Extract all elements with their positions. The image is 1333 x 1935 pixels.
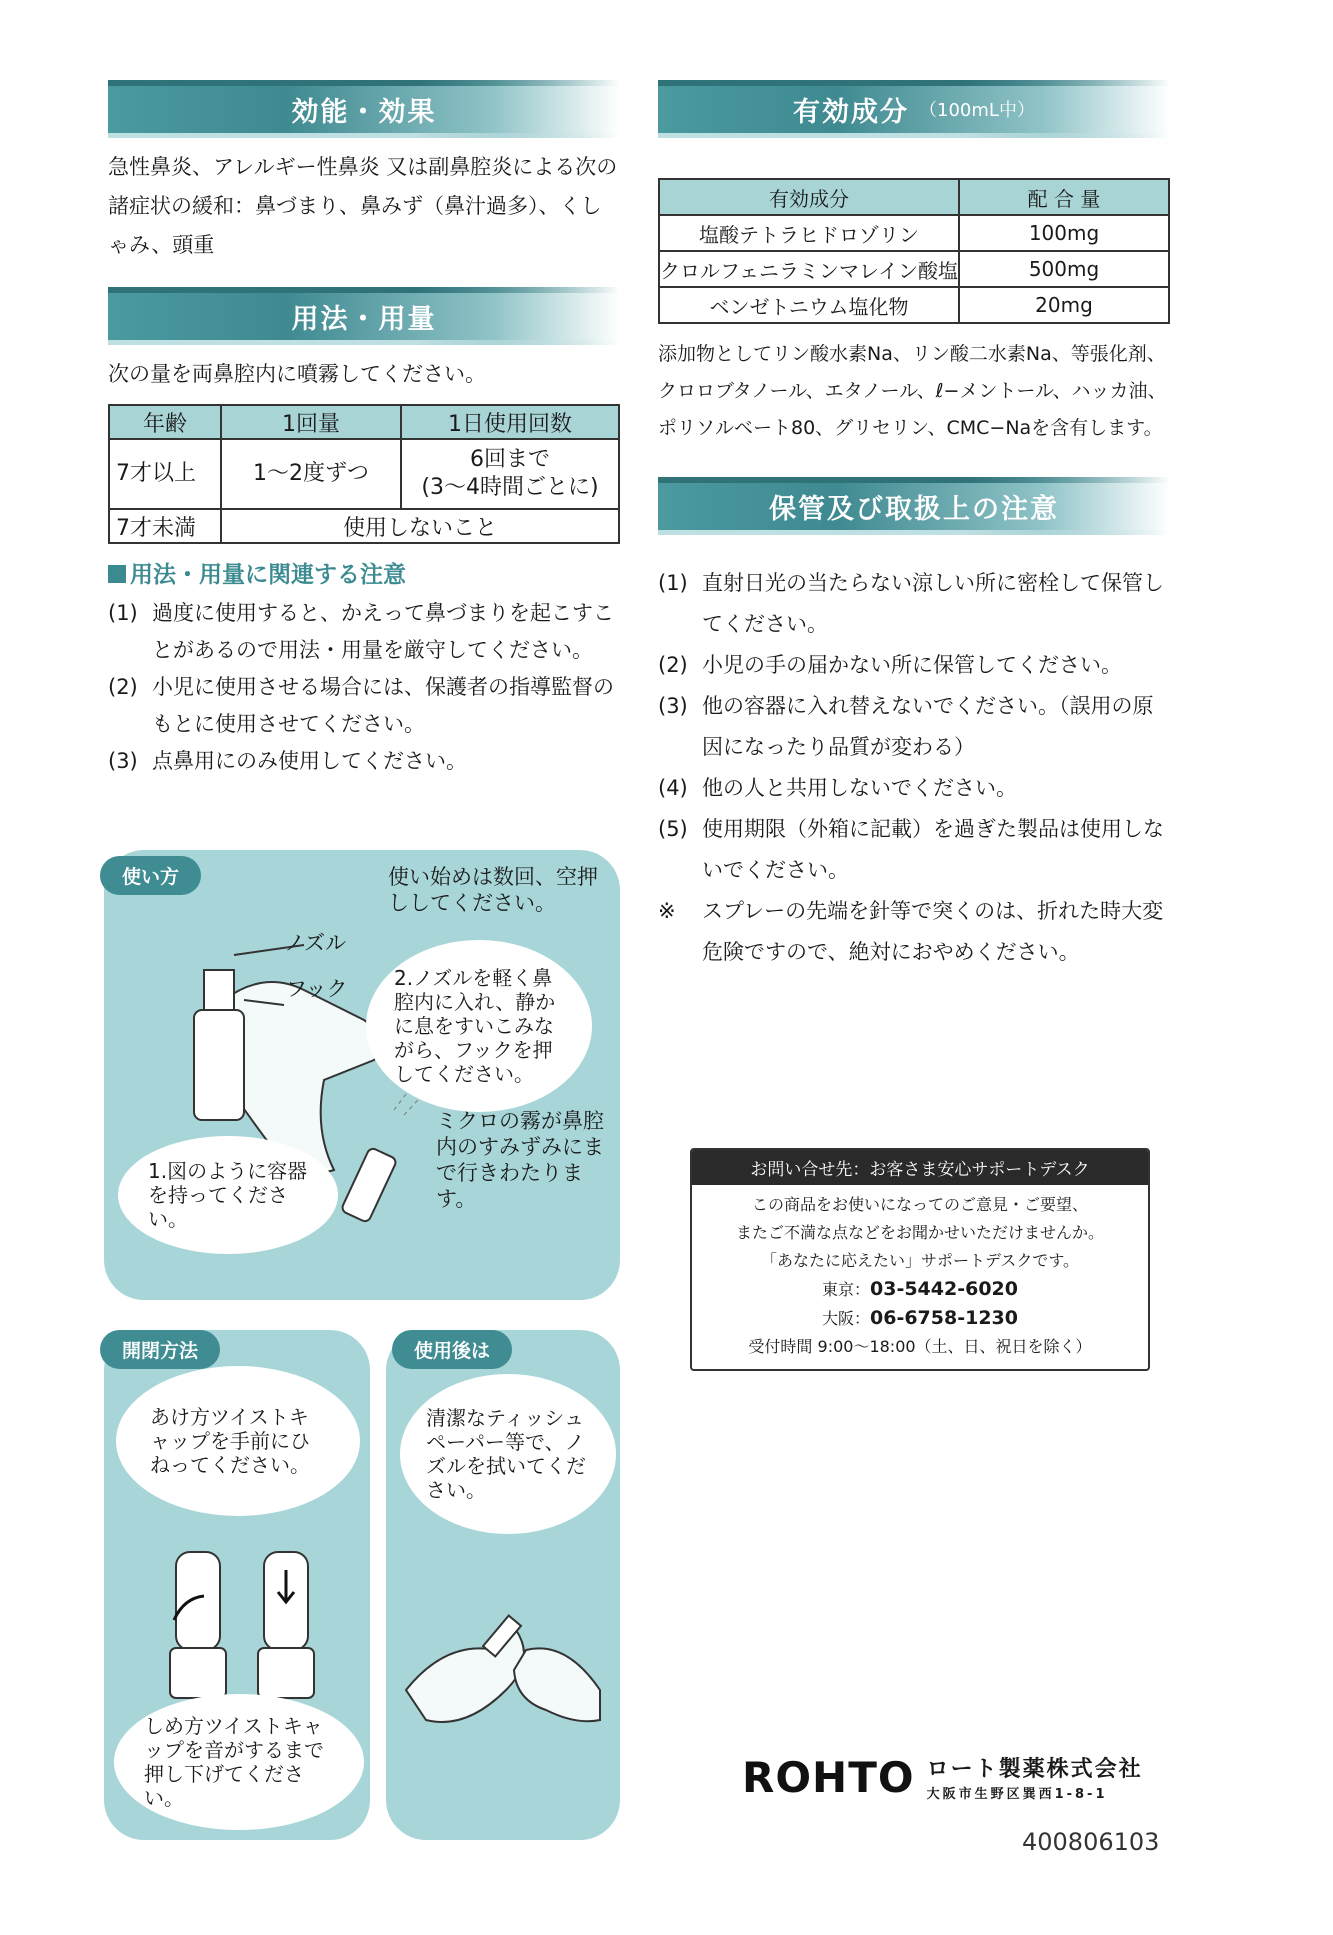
row1-freq-line2: (3〜4時間ごとに)	[421, 475, 599, 500]
header-frequency: 1日使用回数	[401, 405, 619, 439]
open-text: あけ方ツイストキャップを手前にひねってください。	[150, 1405, 310, 1477]
open-close-label: 開閉方法	[100, 1330, 220, 1369]
ingredient-name: ベンゼトニウム塩化物	[659, 287, 959, 323]
cap-open	[176, 1552, 220, 1650]
company-info	[927, 1752, 1143, 1802]
contact-line2: またご不満な点などをお聞かせいただけませんか。	[735, 1223, 1104, 1242]
efficacy-text: 急性鼻炎、アレルギー性鼻炎 又は副鼻腔炎による次の諸症状の緩和：鼻づまり、鼻みず（鼻汁過多）、くしゃみ、頭重	[108, 155, 618, 257]
company-logo	[742, 1752, 1143, 1802]
item-number: (4)	[658, 776, 688, 800]
contact-body	[692, 1185, 1148, 1369]
bottle-open	[170, 1648, 226, 1698]
close-text: しめ方ツイストキャップを音がするまで押し下げてください。	[144, 1714, 324, 1810]
after-use-panel	[386, 1330, 620, 1840]
list-item	[108, 669, 620, 743]
dosage-title: 用法・用量	[291, 303, 437, 335]
step1-text: 1.図のように容器を持ってください。	[148, 1159, 308, 1231]
contact-line1: この商品をお使いになってのご意見・ご要望、	[751, 1195, 1088, 1214]
ingredients-header	[658, 80, 1170, 138]
row1-age: 7才以上	[109, 439, 221, 509]
ingredients-subtitle: （100mL中）	[919, 100, 1035, 121]
tokyo-label: 東京：	[822, 1280, 871, 1299]
header-age: 年齢	[109, 405, 221, 439]
item-text: 使用期限（外箱に記載）を過ぎた製品は使用しないでください。	[702, 817, 1164, 882]
item-number: (5)	[658, 817, 688, 841]
row2-age: 7才未満	[109, 509, 221, 543]
ingredient-amount: 500mg	[959, 251, 1169, 287]
small-bottle	[341, 1147, 398, 1223]
open-bubble	[116, 1366, 360, 1516]
after-use-label: 使用後は	[392, 1330, 512, 1369]
after-use-text: 清潔なティッシュペーパー等で、ノズルを拭いてください。	[426, 1406, 586, 1502]
table-row	[659, 251, 1169, 287]
item-text: スプレーの先端を針等で突くのは、折れた時大変危険ですので、絶対におやめください。	[702, 899, 1164, 964]
list-item	[658, 563, 1170, 645]
company-name: ロート製薬株式会社	[926, 1757, 1143, 1782]
bottle-body	[194, 1010, 244, 1120]
open-close-panel	[104, 1330, 370, 1840]
item-text: 点鼻用にのみ使用してください。	[152, 749, 467, 773]
right-hand-shape	[514, 1648, 600, 1721]
osaka-phone[interactable]: 06-6758-1230	[870, 1307, 1018, 1329]
tokyo-phone[interactable]: 03-5442-6020	[870, 1278, 1018, 1300]
item-number: (3)	[658, 694, 688, 718]
item-number: (2)	[108, 675, 138, 699]
step1-bubble	[118, 1136, 338, 1254]
hook-label: フック	[286, 977, 348, 1001]
after-use-bubble	[400, 1374, 616, 1534]
row2-note: 使用しないこと	[221, 509, 619, 543]
ingredients-table	[658, 178, 1170, 324]
storage-list	[658, 563, 1170, 973]
additives-text: 添加物としてリン酸水素Na、リン酸二水素Na、等張化剤、クロロブタノール、エタノール、ℓ−メントール、ハッカ油、ポリソルベート80、グリセリン、CMC−Naを含有します。	[658, 343, 1167, 439]
list-item	[658, 809, 1170, 891]
ingredient-name: クロルフェニラミンマレイン酸塩	[659, 251, 959, 287]
howto-label: 使い方	[100, 856, 201, 895]
list-item	[658, 645, 1170, 686]
item-number: (3)	[108, 749, 138, 773]
row1-freq-line1: 6回まで	[470, 447, 550, 472]
item-text: 直射日光の当たらない涼しい所に密栓して保管してください。	[702, 571, 1164, 636]
bottle-close	[258, 1648, 314, 1698]
table-row	[109, 509, 619, 543]
storage-header	[658, 477, 1170, 535]
contact-box	[690, 1148, 1150, 1371]
howto-note-top: 使い始めは数回、空押ししてください。	[388, 865, 598, 915]
dosage-notes-title: 用法・用量に関連する注意	[130, 562, 406, 588]
contact-line3: 「あなたに応えたい」サポートデスクです。	[760, 1251, 1080, 1270]
contact-tokyo	[700, 1275, 1140, 1304]
dosage-notes-heading	[108, 556, 620, 589]
dosage-table	[108, 404, 620, 544]
step2-text: 2.ノズルを軽く鼻腔内に入れ、静かに息をすいこみながら、フックを押してください。	[394, 966, 556, 1086]
contact-osaka	[700, 1304, 1140, 1333]
header-amount: 1回量	[221, 405, 401, 439]
list-item	[658, 891, 1170, 973]
square-bullet-icon	[108, 565, 126, 583]
table-header-row	[109, 405, 619, 439]
left-column	[108, 80, 620, 780]
ingredient-name: 塩酸テトラヒドロゾリン	[659, 215, 959, 251]
item-text: 他の容器に入れ替えないでください。（誤用の原因になったり品質が変わる）	[702, 694, 1154, 759]
list-item	[108, 743, 620, 780]
bottle-nozzle	[204, 970, 234, 1010]
osaka-label: 大阪：	[822, 1309, 871, 1328]
list-item	[658, 686, 1170, 768]
item-number: (1)	[108, 601, 138, 625]
step2-bubble	[366, 940, 592, 1112]
row1-frequency	[401, 439, 619, 509]
nozzle-label: ノズル	[284, 931, 347, 955]
contact-hours: 受付時間 9:00〜18:00（土、日、祝日を除く）	[748, 1337, 1092, 1356]
header-amount: 配 合 量	[959, 179, 1169, 215]
table-row	[659, 287, 1169, 323]
contact-title: お問い合せ先：お客さま安心サポートデスク	[692, 1150, 1148, 1185]
list-item	[108, 595, 620, 669]
mist-note: ミクロの霧が鼻腔内のすみずみにまで行きわたります。	[436, 1109, 604, 1211]
rohto-mark: ROHTO	[742, 1752, 915, 1802]
efficacy-header	[108, 80, 620, 138]
item-number: (1)	[658, 571, 688, 595]
item-text: 過度に使用すると、かえって鼻づまりを起こすことがあるので用法・用量を厳守してください。	[152, 601, 614, 662]
ingredients-title: 有効成分	[793, 96, 910, 128]
table-row	[109, 439, 619, 509]
right-column	[658, 80, 1170, 973]
ingredient-amount: 20mg	[959, 287, 1169, 323]
item-number: ※	[658, 899, 676, 923]
dosage-header	[108, 287, 620, 345]
dosage-intro: 次の量を両鼻腔内に噴霧してください。	[108, 362, 486, 386]
item-text: 小児の手の届かない所に保管してください。	[702, 653, 1122, 677]
ingredient-amount: 100mg	[959, 215, 1169, 251]
row1-amount: 1〜2度ずつ	[221, 439, 401, 509]
table-row	[659, 215, 1169, 251]
company-address: 大阪市生野区巽西1-8-1	[926, 1787, 1108, 1802]
efficacy-title: 効能・効果	[291, 96, 437, 128]
product-code: 400806103	[1022, 1828, 1160, 1856]
table-header-row	[659, 179, 1169, 215]
storage-title: 保管及び取扱上の注意	[769, 493, 1059, 525]
item-text: 他の人と共用しないでください。	[702, 776, 1017, 800]
dosage-notes-list	[108, 595, 620, 780]
header-ingredient: 有効成分	[659, 179, 959, 215]
item-text: 小児に使用させる場合には、保護者の指導監督のもとに使用させてください。	[152, 675, 614, 736]
close-bubble	[114, 1694, 364, 1830]
howto-panel	[104, 850, 620, 1300]
list-item	[658, 768, 1170, 809]
item-number: (2)	[658, 653, 688, 677]
